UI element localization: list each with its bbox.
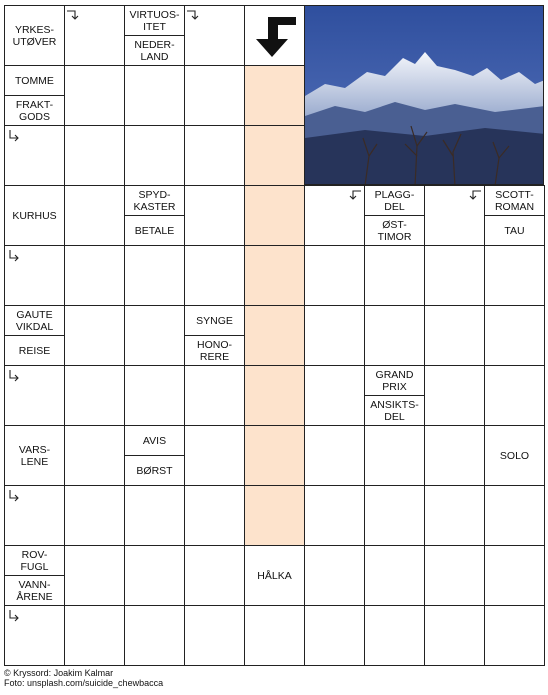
clue-text-line: UTØVER <box>12 35 57 48</box>
clue-honorere <box>184 335 245 366</box>
clue-tomme <box>4 65 65 96</box>
answer-cell[interactable] <box>124 245 185 306</box>
clue-text-line: DEL <box>384 200 405 213</box>
clue-text-line: HONO- <box>197 338 232 351</box>
answer-cell[interactable] <box>64 125 125 186</box>
answer-cell[interactable] <box>484 245 545 306</box>
clue-synge <box>184 305 245 336</box>
answer-cell[interactable] <box>364 305 425 366</box>
answer-cell[interactable] <box>304 305 365 366</box>
answer-cell[interactable] <box>184 425 245 486</box>
clue-text-line: LAND <box>140 50 169 63</box>
clue-text-line: GODS <box>19 110 50 123</box>
clue-text-line: ÅRENE <box>16 590 53 603</box>
clue-text-line: TOMME <box>15 74 54 87</box>
clue-grandprix <box>364 365 425 396</box>
answer-cell[interactable] <box>64 305 125 366</box>
answer-cell[interactable] <box>424 545 485 606</box>
answer-cell[interactable] <box>304 365 365 426</box>
clue-avis <box>124 425 185 456</box>
photo-credit: Foto: unsplash.com/suicide_chewbacca <box>4 678 164 688</box>
answer-cell[interactable] <box>64 425 125 486</box>
answer-cell[interactable] <box>184 485 245 546</box>
clue-text-line: HÅLKA <box>257 569 292 582</box>
clue-gautevikdal <box>4 305 65 336</box>
clue-text-line: SYNGE <box>196 314 233 327</box>
answer-cell[interactable] <box>184 185 245 246</box>
answer-cell[interactable] <box>124 365 185 426</box>
answer-cell[interactable] <box>484 605 545 666</box>
answer-cell[interactable] <box>364 425 425 486</box>
answer-cell[interactable] <box>484 365 545 426</box>
answer-cell[interactable] <box>424 245 485 306</box>
clue-text-line: SOLO <box>499 449 530 462</box>
crossword-credit: © Kryssord: Joakim Kalmar <box>4 668 114 678</box>
answer-cell[interactable] <box>424 605 485 666</box>
clue-text-line: VARS- <box>18 443 51 456</box>
answer-cell[interactable] <box>64 185 125 246</box>
answer-cell[interactable] <box>304 545 365 606</box>
clue-text-line: ØST- <box>382 218 407 231</box>
clue-text-line: ITET <box>143 20 166 33</box>
answer-cell[interactable] <box>184 245 245 306</box>
clue-virtuositet <box>124 5 185 36</box>
clue-direction-arrow-icon <box>186 8 200 22</box>
clue-ansiktsdel <box>364 395 425 426</box>
clue-halka <box>244 545 305 606</box>
answer-cell[interactable] <box>64 485 125 546</box>
answer-cell[interactable] <box>364 545 425 606</box>
clue-text-line: BØRST <box>136 464 173 477</box>
answer-cell[interactable] <box>484 485 545 546</box>
clue-text-line: GRAND <box>375 368 414 381</box>
clue-text-line: REISE <box>18 344 51 357</box>
credits <box>4 668 163 688</box>
clue-plaggdel <box>364 185 425 216</box>
clue-kurhus <box>4 185 65 246</box>
answer-cell[interactable] <box>64 605 125 666</box>
clue-text-line: ROV- <box>21 548 48 561</box>
clue-direction-arrow-icon <box>7 609 21 623</box>
answer-cell[interactable] <box>304 485 365 546</box>
answer-cell[interactable] <box>184 545 245 606</box>
answer-cell[interactable] <box>124 485 185 546</box>
answer-cell[interactable] <box>244 305 305 366</box>
solution-arrow-icon <box>248 11 300 63</box>
answer-cell[interactable] <box>184 65 245 126</box>
clue-text-line: VIRTUOS- <box>129 8 180 21</box>
answer-cell[interactable] <box>64 365 125 426</box>
clue-nederland <box>124 35 185 66</box>
clue-direction-arrow-icon <box>66 8 80 22</box>
clue-reise <box>4 335 65 366</box>
answer-cell[interactable] <box>424 365 485 426</box>
answer-cell[interactable] <box>244 125 305 186</box>
clue-betale <box>124 215 185 246</box>
clue-borst <box>124 455 185 486</box>
answer-cell[interactable] <box>124 545 185 606</box>
clue-direction-arrow-icon <box>7 489 21 503</box>
clue-text-line: FUGL <box>20 560 49 573</box>
answer-cell[interactable] <box>244 65 305 126</box>
clue-text-line: TAU <box>504 224 525 237</box>
answer-cell[interactable] <box>364 605 425 666</box>
answer-cell[interactable] <box>244 605 305 666</box>
clue-text-line: TIMOR <box>377 230 412 243</box>
answer-cell[interactable] <box>304 245 365 306</box>
answer-cell[interactable] <box>484 305 545 366</box>
mountain-photo <box>304 5 544 185</box>
clue-vannarene <box>4 575 65 606</box>
answer-cell[interactable] <box>244 485 305 546</box>
clue-tau <box>484 215 545 246</box>
answer-cell[interactable] <box>244 365 305 426</box>
answer-cell[interactable] <box>424 305 485 366</box>
answer-cell[interactable] <box>184 125 245 186</box>
clue-direction-arrow-icon <box>7 369 21 383</box>
answer-cell[interactable] <box>64 245 125 306</box>
clue-varslene <box>4 425 65 486</box>
clue-text-line: FRAKT- <box>15 98 54 111</box>
answer-cell[interactable] <box>304 605 365 666</box>
clue-direction-arrow-icon <box>7 249 21 263</box>
clue-direction-arrow-icon <box>348 188 362 202</box>
answer-cell[interactable] <box>244 245 305 306</box>
clue-text-line: VIKDAL <box>15 320 54 333</box>
clue-text-line: KURHUS <box>12 209 57 222</box>
answer-cell[interactable] <box>184 365 245 426</box>
clue-text-line: PLAGG- <box>374 188 415 201</box>
clue-text-line: RERE <box>199 350 230 363</box>
clue-text-line: NEDER- <box>134 38 175 51</box>
crossword-board <box>4 5 544 665</box>
clue-scottroman <box>484 185 545 216</box>
clue-text-line: AVIS <box>142 434 167 447</box>
answer-cell[interactable] <box>64 545 125 606</box>
answer-cell[interactable] <box>244 425 305 486</box>
clue-text-line: KASTER <box>133 200 176 213</box>
clue-text-line: VANN- <box>18 578 51 591</box>
clue-text-line: BETALE <box>134 224 175 237</box>
answer-cell[interactable] <box>124 125 185 186</box>
clue-solo <box>484 425 545 486</box>
answer-cell[interactable] <box>124 305 185 366</box>
clue-rovfugl <box>4 545 65 576</box>
answer-cell[interactable] <box>424 485 485 546</box>
clue-text-line: SPYD- <box>138 188 171 201</box>
clue-direction-arrow-icon <box>468 188 482 202</box>
answer-cell[interactable] <box>364 245 425 306</box>
clue-text-line: ANSIKTS- <box>370 398 419 411</box>
answer-cell[interactable] <box>304 425 365 486</box>
clue-text-line: GAUTE <box>16 308 53 321</box>
clue-direction-arrow-icon <box>7 129 21 143</box>
answer-cell[interactable] <box>184 605 245 666</box>
mountain-photo-image <box>305 6 544 185</box>
clue-text-line: LENE <box>20 455 49 468</box>
clue-fraktgods <box>4 95 65 126</box>
answer-cell[interactable] <box>64 65 125 126</box>
answer-cell[interactable] <box>244 185 305 246</box>
clue-text-line: SCOTT- <box>495 188 534 201</box>
clue-text-line: YRKES- <box>14 23 55 36</box>
clue-spydkaster <box>124 185 185 216</box>
answer-cell[interactable] <box>124 605 185 666</box>
clue-text-line: PRIX <box>382 380 407 393</box>
answer-cell[interactable] <box>484 545 545 606</box>
answer-cell[interactable] <box>424 425 485 486</box>
clue-text-line: DEL <box>384 410 405 423</box>
clue-text-line: ROMAN <box>494 200 535 213</box>
answer-cell[interactable] <box>364 485 425 546</box>
answer-cell[interactable] <box>124 65 185 126</box>
clue-osttimor <box>364 215 425 246</box>
clue-yrkesutover <box>4 5 65 66</box>
